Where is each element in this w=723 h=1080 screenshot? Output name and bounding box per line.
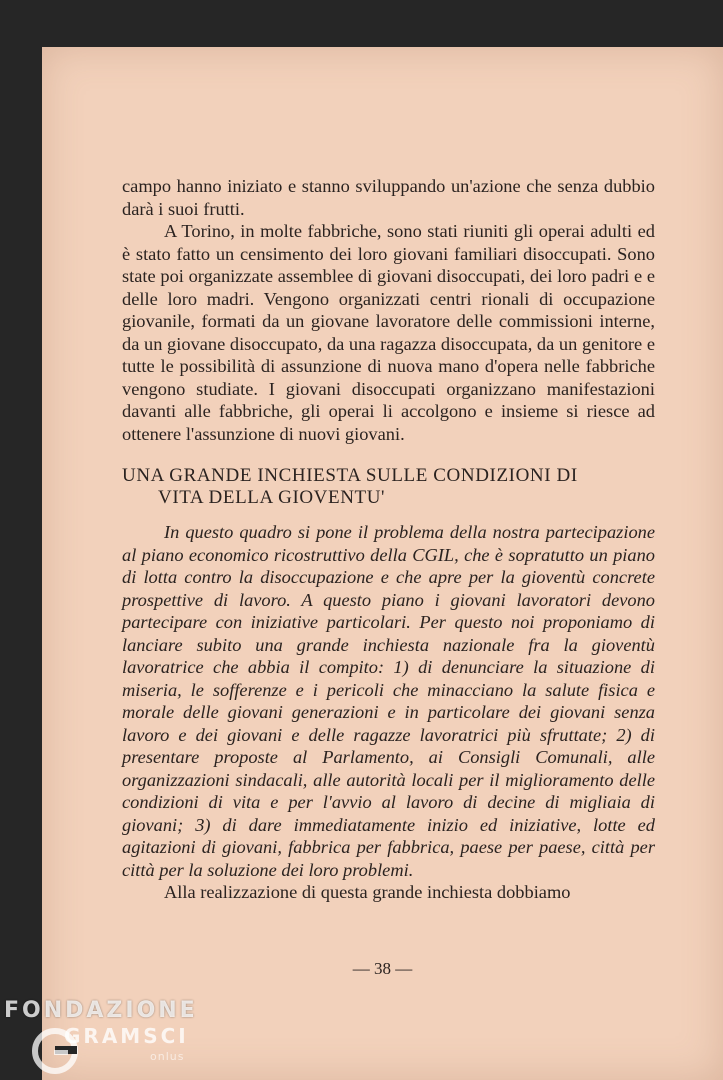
page-number: — 38 — (352, 959, 413, 978)
paragraph-3-italic: In questo quadro si pone il problema della nostra partecipazione al piano economico ricostruttivo della CGIL, che è sopratutto un piano di lotta contro la disoccupazione e che apre per la gioventù concrete prospettive di lavoro. A questo piano i giovani lavoratori devono partecipare con iniziative particolari. Per questo noi proponiamo di lanciare subito una grande inchiesta nazionale fra la gioventù lavoratrice che abbia il compito: 1) di denunciare la situazione di miseria, le sofferenze e i pericoli che minacciano la salute fisica e morale delle giovani generazioni e in particolare dei giovani senza lavoro e dei giovani e delle ragazze lavoratrici più sfruttate; 2) di presentare proposte al Parlamento, ai Consigli Comunali, alle organizzazioni sindacali, alle autorità locali per il miglioramento delle condizioni di vita e per l'avvio al lavoro di decine di migliaia di giovani; 3) di dare immediatamente inizio ed iniziative, lotte ed agitazioni di giovani, fabbrica per fabbrica, paese per paese, città per città per la soluzione dei loro problemi. (122, 522, 655, 880)
book-page (42, 47, 723, 1080)
watermark-line-2: GRAMSCI (64, 1024, 189, 1048)
paragraph-2: A Torino, in molte fabbriche, sono stati riuniti gli operai adulti ed è stato fatto un censimento dei loro giovani familiari disoccupati. Sono state poi organizzate assemblee di giovani disoccupati, dei loro padri e e delle loro madri. Vengono organizzati centri rionali di occupazione giovanile, formati da un giovane lavoratore delle commissioni interne, da un giovane disoccupato, da una ragazza disoccupata, da un genitore e tutte le possibilità di assunzione di nuova mano d'opera nelle fabbriche vengono studiate. I giovani disoccupati organizzano manifestazioni davanti alle fabbriche, gli operai li accolgono e insieme si riesce ad ottenere l'assunzione di nuovi giovani. (122, 221, 655, 444)
watermark-line-1: FONDAZIONE (4, 998, 198, 1023)
paragraph-4: Alla realizzazione di questa grande inchiesta dobbiamo (164, 882, 571, 902)
section-heading-line-2: VITA DELLA GIOVENTU' (158, 487, 386, 508)
section-heading-line-1: UNA GRANDE INCHIESTA SULLE CONDIZIONI DI (122, 465, 578, 486)
page-body (122, 175, 655, 904)
fondazione-gramsci-watermark (4, 998, 198, 1063)
section-heading (122, 465, 655, 509)
paragraph-1: campo hanno iniziato e stanno sviluppando un'azione che senza dubbio darà i suoi frutti. (122, 176, 655, 219)
watermark-suffix: onlus (150, 1050, 185, 1063)
